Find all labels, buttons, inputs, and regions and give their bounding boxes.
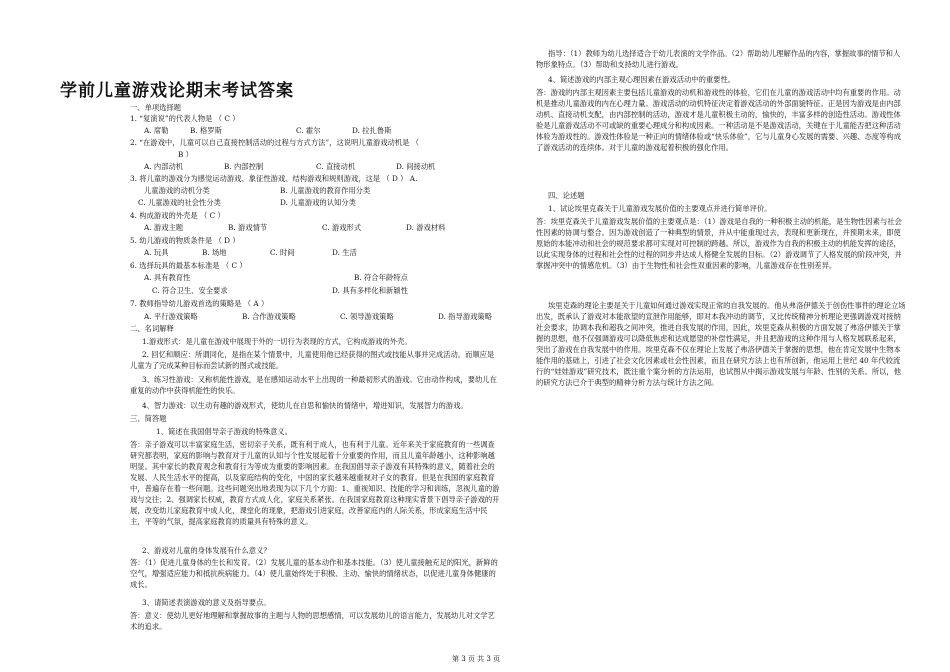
question-5: 5. 幼儿游戏的物质条件是 （ D ） [130,236,240,245]
short-question-4: 4、简述游戏的内部主观心理因素在游戏活动中的重要性。 [548,75,736,84]
short-answer-1: 答：亲子游戏可以丰富家庭生活，密切亲子关系，既有利于成人，也有利于儿童。近年来关于家庭教育的一些调查研究都表明，家庭的影响与教育对于儿童的认知与个性发展起着十分重要的作用，而且儿童年龄越小，这种影响越明显。其中家长的教育观念和教育行为等成为重要的影响因素。在我国倡导亲子游戏有其特殊的意义，随着社会的发展、人民生活水平的提高，以及家庭结构的变化，中国的家长越来越重视对子女的教育。但是在我国的家庭教育中，普遍存在着一些问题。这些问题突出地表现为以下几个方面：1、重视知识、技能的学习和训练，忽视儿童的游戏与交往；2、强调家长权威，教育方式成人化，家庭关系紧张。在我国家庭教育这种现实背景下倡导亲子游戏的开展，改变幼儿家庭教育中成人化，课堂化的现象，把游戏引进家庭，改善家庭内的人际关系，形成家庭生活中民主，平等的气氛，提高家庭教育的质量具有特殊的意义。 [130,440,500,526]
short-question-3: 3、请简述表演游戏的意义及指导要点。 [142,598,271,607]
option: C. 直接动机 [316,162,356,171]
section-heading-essay: 四、论述题 [548,191,585,200]
essay-answer-1: 答：埃里克森关于儿童游戏发展价值的主要观点是：（1）游戏是自我的一种积极主动的机能，是生物性因素与社会性因素的协调与整合。因为游戏创造了一种典型的情景，并从中能重现过去，表现和更新现在，并预期未来，即使原始的本能冲动和社会的规范要求都可实现对可控制的跨越。所以，游戏作为自我的积极主动的机能发挥的途径，以此实现身体的过程和社会性的过程的同步并达成人格健全发展的目标。（2）游戏调节了人格发展的阶段冲突，并掌握冲突中的情感危机。（3）由于生物性和社会性双重因素的影响，儿童游戏存在性别差异。 [536,217,902,270]
essay-question-1: 1、试论埃里克森关于儿童游戏发展价值的主要观点并进行简单评价。 [548,204,772,213]
question-4: 4. 构成游戏的外壳是 （ C ） [130,211,225,220]
term-4: 4、智力游戏：以生动有趣的游戏形式，使幼儿在自思和愉快的情绪中，增进知识，发展智力的游戏。 [142,401,468,410]
option: C. 领导游戏策略 [340,312,394,321]
option: B. 内部控制 [224,162,264,171]
section-heading-choice: 一、单项选择题 [130,103,182,112]
term-3: 3、练习性游戏：又称机能性游戏，是在感知运动水平上出现的一种最初形式的游戏。它由动作构成，要幼儿在重复的动作中获得机能性的快乐。 [130,375,497,395]
page-number: 第 3 页 共 3 页 [452,655,501,663]
option: D. 间接动机 [396,162,436,171]
option: A. 内部动机 [144,162,184,171]
option: C. 儿童游戏的社会性分类 [138,198,221,207]
option: B. 符合年龄特点 [354,273,408,282]
section-heading-terms: 二、名词解释 [130,324,174,333]
option: B. 场地 [202,248,227,257]
option: D. 指导游戏策略 [438,312,493,321]
short-question-1: 1、简述在我国倡导亲子游戏的特殊意义。 [156,427,292,436]
short-question-2: 2、游戏对儿童的身体发展有什么意义？ [142,546,271,555]
question-2-answer: B ） [178,150,193,159]
option: C. 符合卫生、安全要求 [152,286,228,295]
option: C. 时间 [270,248,295,257]
option: A. 游戏主题 [144,223,184,232]
question-1: 1. “复演说”的代表人物是 （ C ） [130,114,240,123]
option: B. 合作游戏策略 [242,312,296,321]
short-answer-3: 答：意义：使幼儿更好地理解和掌握故事的主题与人物的思想感情，可以发展幼儿的语言能力，发展幼儿对文学艺术的追求。 [130,611,495,631]
option: A. 具有教育性 [144,273,191,282]
option: D. 儿童游戏的认知分类 [280,198,356,207]
option: B. 儿童游戏的教育作用分类 [280,186,371,195]
question-3: 3. 将儿童的游戏分为感觉运动游戏、象征性游戏、结构游戏和规则游戏，这是 （ D ） A. [130,174,418,183]
option: A. 席勒 [144,126,169,135]
question-7: 7. 教师指导幼儿游戏首选的策略是 （ A ） [130,299,269,308]
option: A. 玩具 [144,248,169,257]
term-2: 2. 回忆和顺应：所谓同化，是指在某个情景中，儿童使用他已经获得的图式或技能从事并完成活动。而顺应是儿童为了完成某种目标而尝试新的图式或技能。 [130,350,495,370]
option: B. 游戏情节 [228,223,268,232]
short-answer-4: 答：游戏的内部主观因素主要包括儿童游戏的动机和游戏性的体验，它们在儿童的游戏活动中均有重要的作用。动机是推动儿童游戏的内在心理力量。游戏活动的动机特征决定着游戏活动的外部面貌特征。正是因为游戏是由内部动机、直接动机支配，由内部控制的活动，游戏才是儿童积极主动的，愉快的，丰富多样的创造性活动。游戏性体验是儿童游戏活动不可或缺的重要心理成分和构成因素。一种活动是不是游戏活动，关键在于儿童能否把这种活动体验为游戏性的。游戏性体验是一种正向的情绪体验或“快乐体验”，它与儿童身心发展的需要、兴趣、态度等构成了游戏活动的连续体。对于儿童的游戏起着积极的强化作用。 [536,88,902,152]
option: C. 游戏形式 [322,223,362,232]
short-answer-2: 答：（1）促进儿童身体的生长和发育。（2）发展儿童的基本动作和基本技能。（3）使儿童接触充足的阳光，新鲜的空气，增强适应能力和抵抗疾病能力。（4）使儿童始终处于积极、主动、愉快的情绪状态，以促进儿童身体健康的成长。 [130,558,498,589]
option: D. 拉扎鲁斯 [352,126,392,135]
short-answer-3-guidance: 指导：（1）教师为幼儿选择适合于幼儿表演的文学作品。（2）帮助幼儿理解作品的内容，掌握故事的情节和人物形象特点。（3）帮助和支持幼儿进行游戏。 [536,49,901,69]
option: B. 格罗斯 [190,126,222,135]
question-2: 2. “在游戏中，儿童可以自己直接控制活动的过程与方式方法”，这说明儿童游戏动机是 （ [130,138,420,147]
option: D. 游戏材料 [406,223,446,232]
question-6: 6. 选择玩具的最基本标准是 （ C ） [130,261,247,270]
section-heading-short: 三、简答题 [130,414,167,423]
option: A. 平行游戏策略 [144,312,198,321]
page-title: 学前儿童游戏论期末考试答案 [60,81,294,101]
essay-answer-1-evaluation: 埃里克森的理论主要是关于儿童如何通过游戏实现正常的自我发展的。他从弗洛伊德关于创伤性事件的理论立场出发，既承认了游戏对本能欲望的宣泄作用能够，即对本我冲动的调节，又比传统精神分析理论更强调游戏对接纳社会要求，协调本我和超我之间冲突，推进自我发展的作用，因此，埃里克森从积极的方面发展了弗洛伊德关于掌握的思想，他不仅强调游戏可以降低焦虑和达成愿望的补偿性满足，并且把游戏的这种作用与人格发展联系起来，突出了游戏在自我发展中的作用。埃里克森不仅在理论上发展了弗洛伊德关于掌握的思想，他在肯定发展中生物本能作用的基础上，引进了社会文化因素或社会性因素，而且在研究方法上也有所创新，他运用上世纪 40 年代较流行的“娃娃游戏”研究技术，既注重个案分析的方法运用，也试图从中揭示游戏发展与年龄、性别的关系。所以，他的研究方法已介于典型的精神分析方法与统计方法之间。 [536,301,906,387]
option: D. 具有多样化和新颖性 [332,286,408,295]
option: C. 霍尔 [296,126,321,135]
option: 儿童游戏的动机分类 [144,186,210,195]
option: D. 生活 [332,248,357,257]
term-1: 1.游戏形式：是儿童在游戏中展现于外的一切行为表现的方式，它构成游戏的外壳。 [142,337,412,346]
